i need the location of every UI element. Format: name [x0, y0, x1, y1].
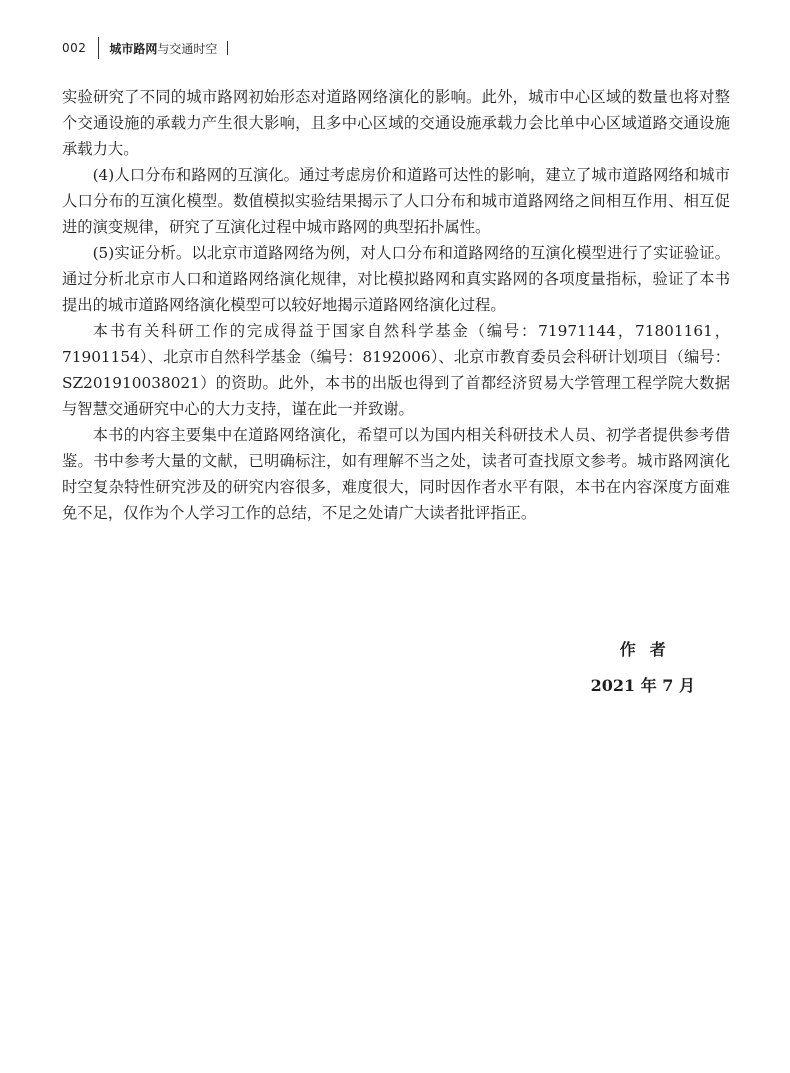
- signoff-date: 2021 年 7 月: [590, 676, 695, 695]
- body-text: [62, 84, 730, 526]
- paragraph-continued: 实验研究了不同的城市路网初始形态对道路网络演化的影响。此外，城市中心区域的数量也将对整个交通设施的承载力产生很大影响，且多中心区域的交通设施承载力会比单中心区域道路交通设施承载力大。: [62, 88, 730, 158]
- author-signature: 作者: [619, 640, 680, 659]
- book-title: [109, 40, 217, 57]
- running-header: [62, 37, 228, 59]
- header-divider-end: [227, 41, 228, 55]
- signoff: [591, 635, 695, 701]
- page-number: 002: [62, 41, 87, 55]
- paragraph-closing: 本书的内容主要集中在道路网络演化，希望可以为国内相关科研技术人员、初学者提供参考借鉴。书中参考大量的文献，已明确标注，如有理解不当之处，读者可查找原文参考。城市路网演化时空复杂特性研究涉及的研究内容很多，难度很大，同时因作者水平有限，本书在内容深度方面难免不足，仅作为个人学习工作的总结，不足之处请广大读者批评指正。: [62, 426, 730, 522]
- paragraph-funding: 本书有关科研工作的完成得益于国家自然科学基金（编号：71971144，71801161，71901154）、北京市自然科学基金（编号：8192006）、北京市教育委员会科研计划项目（编号：SZ201910038021）的资助。此外，本书的出版也得到了首都经济贸易大学管理工程学院大数据与智慧交通研究中心的大力支持，谨在此一并致谢。: [62, 322, 730, 418]
- header-divider: [98, 37, 99, 59]
- paragraph-item-4: (4)人口分布和路网的互演化。通过考虑房价和道路可达性的影响，建立了城市道路网络和城市人口分布的互演化模型。数值模拟实验结果揭示了人口分布和城市道路网络之间相互作用、相互促进的演变规律，研究了互演化过程中城市路网的典型拓扑属性。: [62, 166, 730, 236]
- book-title-bold: 城市路网: [109, 41, 158, 56]
- paragraph-item-5: (5)实证分析。以北京市道路网络为例，对人口分布和道路网络的互演化模型进行了实证验证。通过分析北京市人口和道路网络演化规律，对比模拟路网和真实路网的各项度量指标，验证了本书提出的城市道路网络演化模型可以较好地揭示道路网络演化过程。: [62, 244, 730, 314]
- book-title-rest: 与交通时空: [157, 41, 218, 56]
